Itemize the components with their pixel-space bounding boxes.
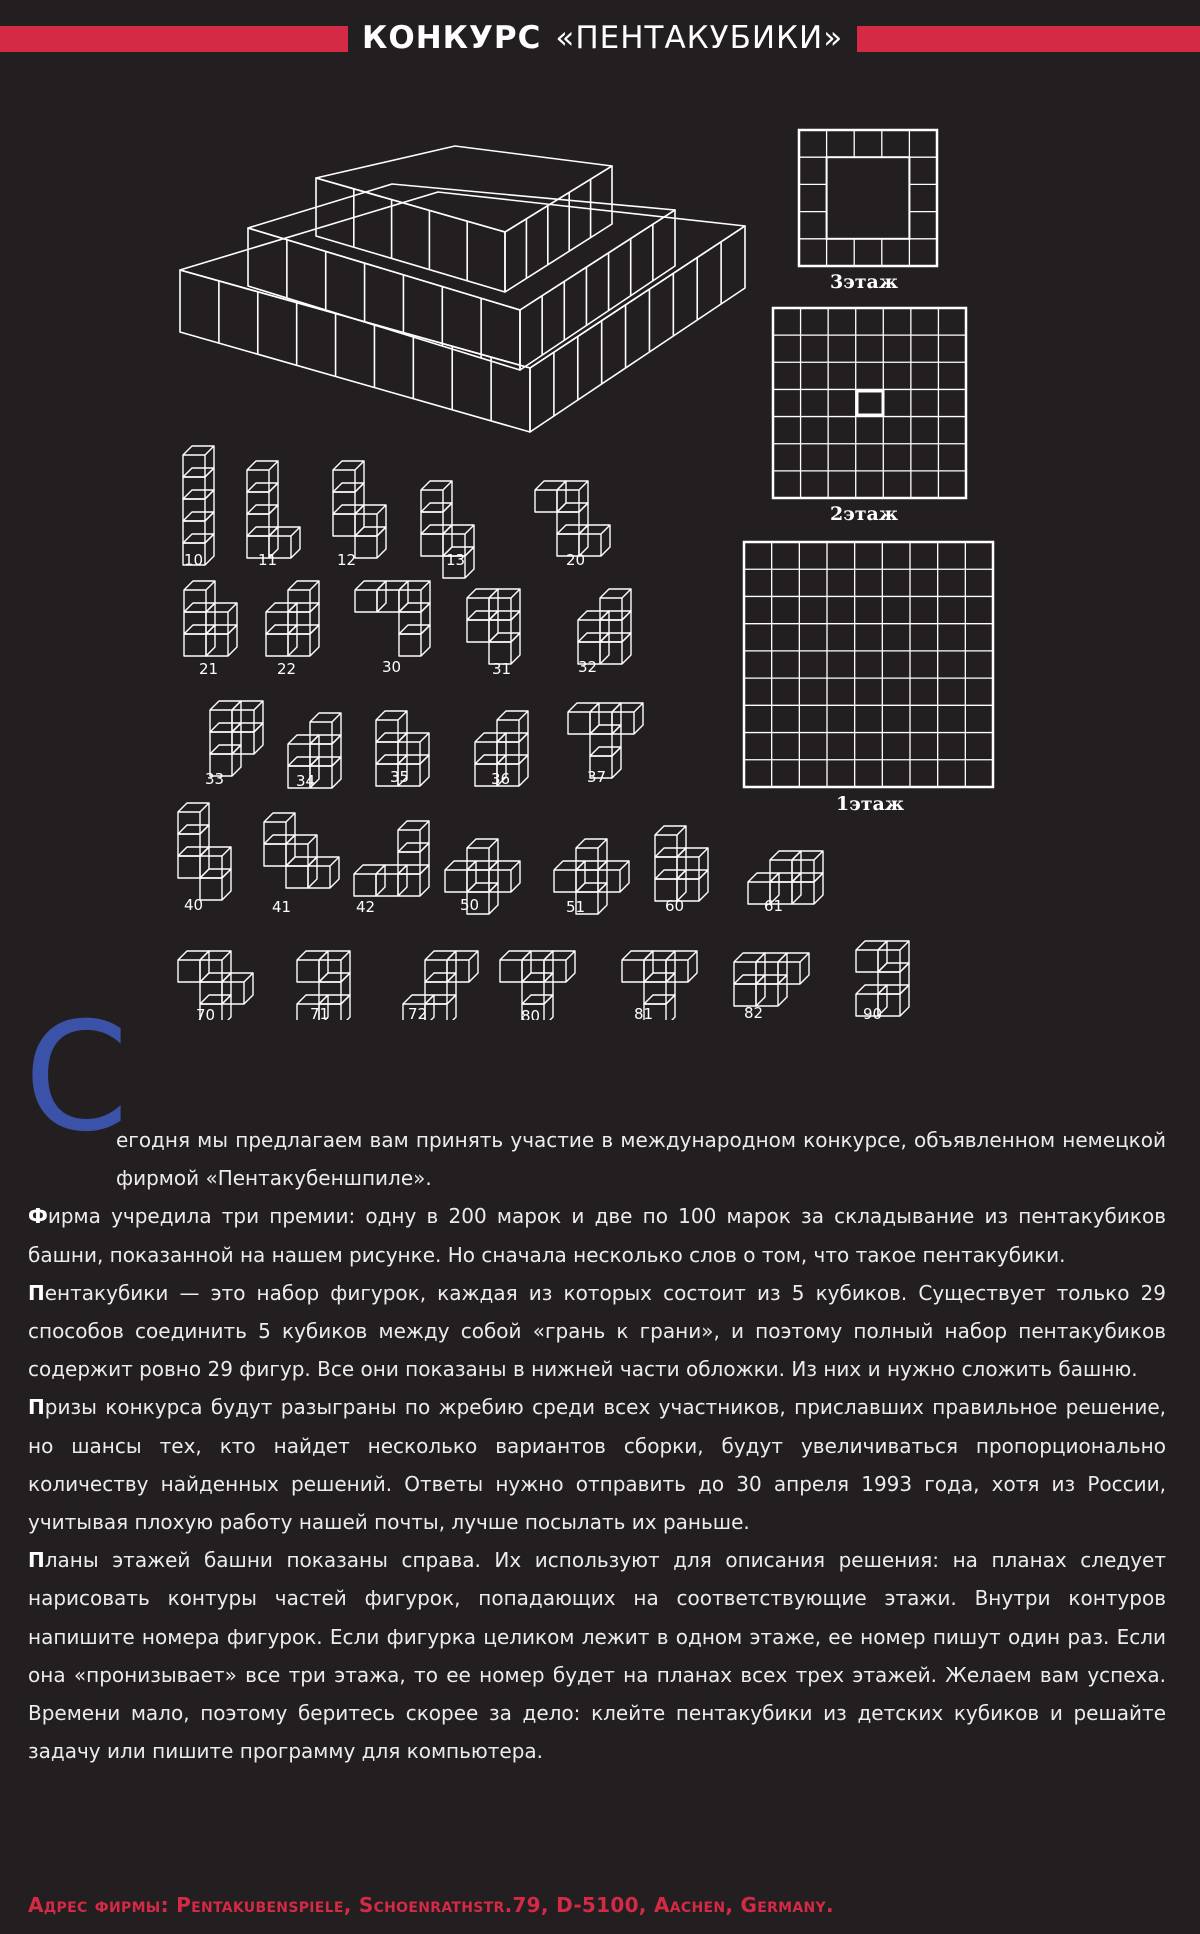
tower-tier3-top xyxy=(316,146,612,232)
paragraph-3 xyxy=(28,1274,1166,1389)
piece-label-11: 11 xyxy=(258,551,278,569)
piece-label-30: 30 xyxy=(382,658,402,676)
piece-label-22: 22 xyxy=(277,660,297,678)
tower-tier3-right xyxy=(505,166,612,292)
piece-label-35: 35 xyxy=(390,768,410,786)
paragraph-4-lead: П xyxy=(28,1395,45,1420)
paragraph-1 xyxy=(28,1121,1166,1197)
paragraph-5 xyxy=(28,1541,1166,1770)
tower-drawing xyxy=(180,146,745,432)
piece-label-36: 36 xyxy=(491,770,511,788)
piece-label-82: 82 xyxy=(744,1004,764,1020)
piece-label-81: 81 xyxy=(634,1005,654,1020)
header-title xyxy=(348,20,857,56)
piece-label-42: 42 xyxy=(356,898,376,916)
tower-tier1-right xyxy=(530,226,745,432)
piece-label-50: 50 xyxy=(460,896,480,914)
paragraph-2 xyxy=(28,1197,1166,1273)
paragraph-3-text: ентакубики — это набор фигурок, каждая из которых состоит из 5 кубиков. Существует только 29 способов соединить 5 кубиков между собой «грань к грани», и поэтому полный набор пентакубиков содержит ровно 29 фигур. Все они показаны в нижней части обложки. Из них и нужно сложить башню. xyxy=(28,1280,1166,1382)
floor-plan-3 xyxy=(799,130,937,293)
piece-label-33: 33 xyxy=(205,770,225,788)
floor-label-2: 2этаж xyxy=(830,503,899,525)
tower-tier1-left xyxy=(180,270,530,432)
tower-tier2-left xyxy=(248,228,520,370)
floor-plan-2 xyxy=(773,308,966,525)
paragraph-1-text: егодня мы предлагаем вам принять участие в международном конкурсе, объявленном немецкой фирмой «Пентакубеншпиле». xyxy=(116,1128,1166,1191)
piece-label-61: 61 xyxy=(764,897,784,915)
piece-label-41: 41 xyxy=(272,898,292,916)
paragraph-5-lead: П xyxy=(28,1548,45,1573)
piece-labels xyxy=(184,551,882,1020)
paragraph-5-text: ланы этажей башни показаны справа. Их используют для описания решения: на планах следует нарисовать контуры частей фигурок, попадающих на соответствующие этажи. Внутри контуров напишите номера фигурок. Если фигурка целиком лежит в одном этаже, ее номер пишут один раз. Если она «пронизывает» все три этажа, то ее номер будет на планах всех трех этажей. Желаем вам успеха. Времени мало, поэтому беритесь скорее за дело: клейте пентакубики из детских кубиков и решайте задачу или пишите программу для компьютера. xyxy=(28,1548,1166,1764)
piece-label-13: 13 xyxy=(446,551,466,569)
paragraph-3-lead: П xyxy=(28,1280,45,1305)
drop-cap: С xyxy=(24,991,129,1165)
piece-label-37: 37 xyxy=(587,768,607,786)
paragraph-4-text: ризы конкурса будут разыграны по жребию среди всех участников, приславших правильное решение, но шансы тех, кто найдет несколько вариантов сборки, будут увеличиваться пропорционально количеству найденных решений. Ответы нужно отправить до 30 апреля 1993 года, хотя из России, учитывая плохую работу нашей почты, лучше посылать их раньше. xyxy=(28,1395,1166,1535)
header-word-contest: КОНКУРС xyxy=(362,20,542,56)
floor-label-3: 3этаж xyxy=(830,271,899,293)
floor-plan-1 xyxy=(744,542,993,815)
piece-label-34: 34 xyxy=(296,772,316,790)
piece-label-21: 21 xyxy=(199,660,219,678)
floor-label-1: 1этаж xyxy=(836,793,905,815)
piece-label-31: 31 xyxy=(492,660,512,678)
piece-label-12: 12 xyxy=(337,551,357,569)
piece-label-70: 70 xyxy=(196,1006,216,1020)
pentacube-figure xyxy=(0,60,1200,1020)
piece-label-32: 32 xyxy=(578,658,598,676)
company-address: Адрес фирмы: Pentakubenspiele, Schoenrathstr.79, D-5100, Aachen, Germany. xyxy=(28,1893,834,1917)
paragraph-2-text: ирма учредила три премии: одну в 200 марок и две по 100 марок за складывание из пентакубиков башни, показанной на нашем рисунке. Но сначала несколько слов о том, что такое пентакубики. xyxy=(28,1204,1166,1267)
piece-label-20: 20 xyxy=(566,551,586,569)
piece-label-60: 60 xyxy=(665,897,685,915)
tower-tier3-left xyxy=(316,178,505,292)
piece-label-80: 80 xyxy=(521,1007,541,1020)
piece-label-90: 90 xyxy=(863,1005,883,1020)
piece-label-10: 10 xyxy=(184,551,204,569)
piece-label-71: 71 xyxy=(310,1005,330,1020)
piece-label-72: 72 xyxy=(408,1005,428,1020)
header-word-pentacubes: «ПЕНТАКУБИКИ» xyxy=(555,20,844,56)
paragraph-4 xyxy=(28,1388,1166,1541)
paragraph-2-lead: Ф xyxy=(28,1204,48,1229)
article-body xyxy=(28,1121,1166,1770)
piece-label-51: 51 xyxy=(566,898,586,916)
piece-label-40: 40 xyxy=(184,896,204,914)
